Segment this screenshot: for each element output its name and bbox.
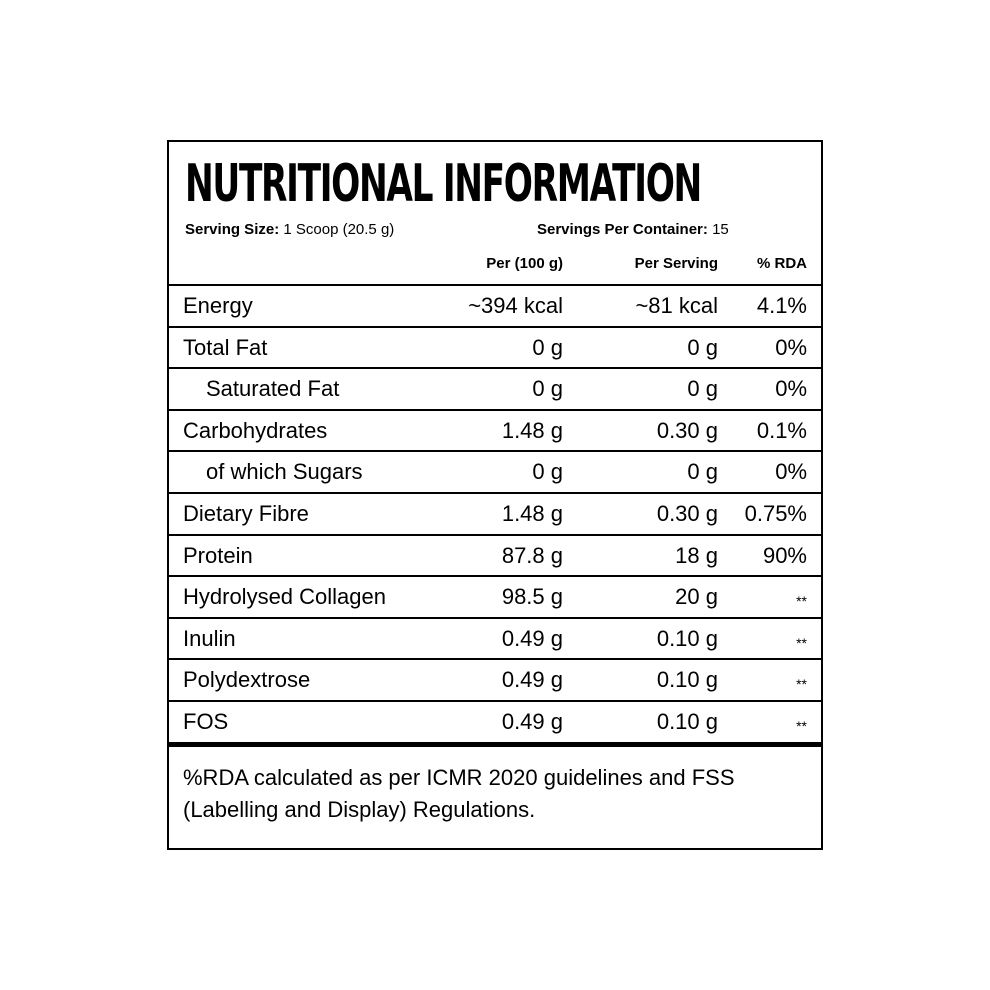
servings-per-container xyxy=(537,220,729,240)
serving-size xyxy=(185,220,394,240)
table-row xyxy=(169,577,821,619)
nutrient-per-100g: 0 g xyxy=(532,459,563,485)
table-row xyxy=(169,619,821,661)
servings-per-container-value: 15 xyxy=(712,221,729,238)
nutrient-table xyxy=(169,284,821,744)
nutrient-rda: 0% xyxy=(775,459,807,485)
nutrient-per-100g: 0 g xyxy=(532,334,563,360)
nutrient-name: Polydextrose xyxy=(183,667,311,693)
nutrient-per-serving: 0 g xyxy=(687,376,718,402)
nutrient-per-100g: 0.49 g xyxy=(501,625,563,651)
nutrient-per-100g: ~394 kcal xyxy=(468,293,563,318)
nutrient-rda: 0.1% xyxy=(756,417,807,443)
nutrient-per-serving: 0.10 g xyxy=(656,625,718,651)
table-row xyxy=(169,660,821,702)
table-row xyxy=(169,702,821,744)
nutrient-per-100g: 98.5 g xyxy=(501,584,563,610)
nutrition-label-panel xyxy=(167,140,823,850)
nutrient-rda: 0.75% xyxy=(744,500,807,526)
thick-divider xyxy=(169,742,821,747)
table-row xyxy=(169,494,821,536)
column-header-rda: % RDA xyxy=(756,255,807,272)
servings-per-container-label: Servings Per Container: xyxy=(537,221,708,238)
nutrient-per-100g: 0.49 g xyxy=(501,708,563,734)
rda-footnote: %RDA calculated as per ICMR 2020 guidelines and FSS (Labelling and Display) Regulations. xyxy=(183,765,735,822)
nutrient-name: of which Sugars xyxy=(206,459,363,485)
table-row xyxy=(169,536,821,578)
nutrient-rda: ** xyxy=(796,717,807,734)
nutrient-per-100g: 0.49 g xyxy=(501,667,563,693)
nutrient-name: FOS xyxy=(183,708,229,734)
nutrient-name: Dietary Fibre xyxy=(183,500,309,526)
nutrient-per-serving: 0 g xyxy=(687,459,718,485)
table-row xyxy=(169,369,821,411)
table-row xyxy=(169,452,821,494)
nutrient-name: Energy xyxy=(183,293,253,318)
nutrient-per-100g: 87.8 g xyxy=(501,542,563,568)
nutrient-per-serving: 0.10 g xyxy=(656,667,718,693)
nutrient-rda: ** xyxy=(796,593,807,610)
nutrient-per-serving: 20 g xyxy=(675,584,718,610)
nutrient-rda: ** xyxy=(796,634,807,651)
nutrient-name: Total Fat xyxy=(183,334,268,360)
label-title: NUTRITIONAL INFORMATION xyxy=(185,154,701,214)
nutrient-name: Carbohydrates xyxy=(183,417,328,443)
serving-size-label: Serving Size: xyxy=(185,221,280,238)
nutrient-per-serving: 18 g xyxy=(675,542,718,568)
nutrient-per-100g: 1.48 g xyxy=(501,417,563,443)
nutrient-per-serving: 0.30 g xyxy=(656,500,718,526)
table-row xyxy=(169,411,821,453)
nutrient-per-100g: 0 g xyxy=(532,376,563,402)
nutrient-rda: 90% xyxy=(762,542,807,568)
nutrient-name: Saturated Fat xyxy=(206,376,340,402)
nutrient-rda: 4.1% xyxy=(756,293,807,318)
serving-size-value: 1 Scoop (20.5 g) xyxy=(283,221,395,238)
nutrient-per-serving: 0.30 g xyxy=(656,417,718,443)
table-row xyxy=(169,286,821,328)
nutrient-per-100g: 1.48 g xyxy=(501,500,563,526)
table-row xyxy=(169,328,821,370)
nutrient-per-serving: 0 g xyxy=(687,334,718,360)
nutrient-per-serving: 0.10 g xyxy=(656,708,718,734)
nutrient-name: Inulin xyxy=(183,625,236,651)
nutrient-name: Hydrolysed Collagen xyxy=(183,584,386,610)
nutrient-per-serving: ~81 kcal xyxy=(635,293,718,318)
column-header-per-serving: Per Serving xyxy=(634,255,718,272)
nutrient-rda: ** xyxy=(796,676,807,693)
nutrient-rda: 0% xyxy=(775,376,807,402)
column-header-per-100g: Per (100 g) xyxy=(486,255,563,272)
nutrient-rda: 0% xyxy=(775,334,807,360)
nutrient-name: Protein xyxy=(183,542,253,568)
